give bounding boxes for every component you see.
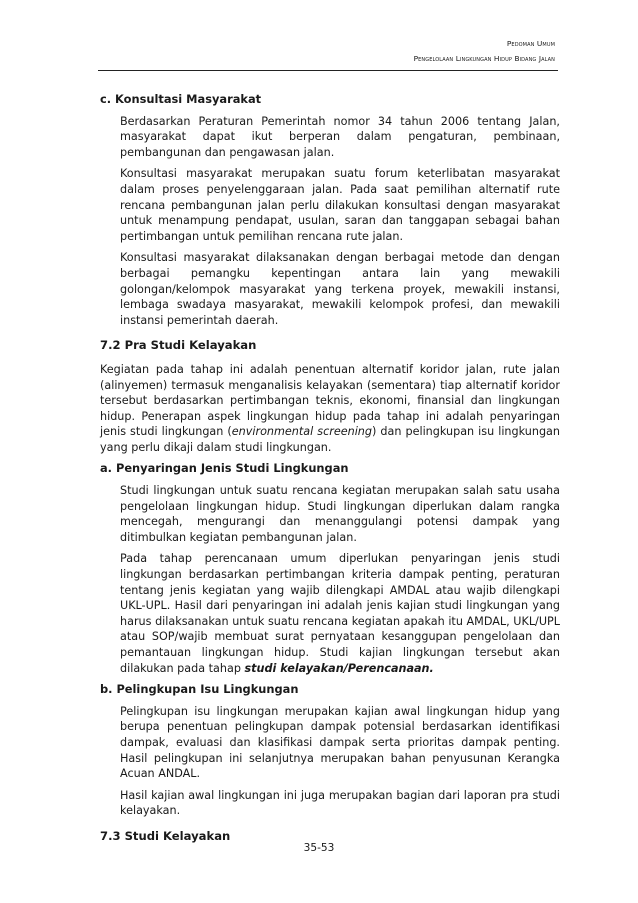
header-line-1: Pedoman Umum — [506, 39, 555, 48]
paragraph: Pelingkupan isu lingkungan merupakan kajian awal lingkungan hidup yang berupa penentuan pelingkupan dampak potensial berdasarkan identifikasi dampak, evaluasi dan klasifikasi dampak serta prioritas dampak penting. Hasil pelingkupan ini selanjutnya merupakan bahan penyusunan Kerangka Acuan ANDAL. — [120, 704, 560, 781]
emphasis-text: environmental screening — [231, 425, 372, 439]
page-body — [100, 92, 560, 853]
paragraph: Studi lingkungan untuk suatu rencana kegiatan merupakan salah satu usaha pengelolaan lingkungan hidup. Studi lingkungan diperlukan dalam rangka mencegah, mengurangi dan menanggulangi potensi dampak yang ditimbulkan kegiatan pembangunan jalan. — [120, 484, 560, 544]
page-number: 35-53 — [303, 842, 335, 854]
header-line-2: Pengelolaan Lingkungan Hidup Bidang Jalan — [413, 54, 555, 63]
subsection-title-penyaringan: a. Penyaringan Jenis Studi Lingkungan — [100, 461, 349, 476]
subsection-body-penyaringan — [100, 483, 560, 676]
subsection-body-pelingkupan — [100, 704, 560, 819]
paragraph — [100, 362, 560, 456]
paragraph — [120, 551, 560, 676]
subsection-body-konsultasi — [100, 114, 560, 329]
paragraph: Berdasarkan Peraturan Pemerintah nomor 34 tahun 2006 tentang Jalan, masyarakat dapat ikut berperan dalam pengaturan, pembinaan, pembangunan dan pengawasan jalan. — [120, 114, 560, 159]
running-header — [414, 36, 555, 66]
header-divider — [98, 70, 558, 71]
emphasis-text: studi kelayakan/Perencanaan. — [244, 661, 434, 675]
subsection-title-konsultasi: c. Konsultasi Masyarakat — [100, 92, 262, 106]
subsection-title-pelingkupan: b. Pelingkupan Isu Lingkungan — [100, 682, 299, 697]
text-run: ) dan pelingkupan isu lingkungan yang perlu dikaji dalam studi lingkungan. — [100, 425, 560, 454]
paragraph: Hasil kajian awal lingkungan ini juga merupakan bagian dari laporan pra studi kelayakan. — [120, 788, 560, 818]
paragraph: Konsultasi masyarakat merupakan suatu forum keterlibatan masyarakat dalam proses penyelenggaraan jalan. Pada saat pemilihan alternatif rute rencana pembangunan jalan perlu dilakukan konsultasi dengan masyarakat untuk menampung pendapat, usulan, saran dan tanggapan sebagai bahan pertimbangan untuk pemilihan rencana rute jalan. — [120, 167, 560, 243]
section-title-pra-studi: 7.2 Pra Studi Kelayakan — [100, 338, 257, 353]
paragraph: Konsultasi masyarakat dilaksanakan dengan berbagai metode dan dengan berbagai pemangku kepentingan antara lain yang mewakili golongan/kelompok masyarakat yang terkena proyek, mewakili instansi, lembaga swadaya masyarakat, mewakili kelompok profesi, dan mewakili instansi pemerintah daerah. — [120, 251, 560, 327]
text-run: Pada tahap perencanaan umum diperlukan penyaringan jenis studi lingkungan berdasarkan pertimbangan kriteria dampak penting, peraturan tentang jenis kegiatan yang wajib dilengkapi AMDAL atau wajib dilengkapi UKL-UPL. Hasil dari penyaringan ini adalah jenis kajian studi lingkungan yang harus dilaksanakan untuk suatu rencana kegiatan apakah itu AMDAL, UKL/UPL atau SOP/wajib membuat surat pernyataan kesanggupan pengelolaan dan pemantauan lingkungan hidup. Studi kajian lingkungan tersebut akan dilakukan pada tahap — [120, 552, 560, 675]
text-run: Kegiatan pada tahap ini adalah penentuan alternatif koridor jalan, rute jalan (alinyemen) termasuk menganalisis kelayakan (sementara) tiap alternatif koridor tersebut berdasarkan pertimbangan teknis, ekonomi, finansial dan lingkungan hidup. Penerapan aspek lingkungan hidup pada tahap ini adalah penyaringan jenis studi lingkungan ( — [100, 362, 560, 439]
section-title-studi-kelayakan: 7.3 Studi Kelayakan — [100, 828, 231, 843]
